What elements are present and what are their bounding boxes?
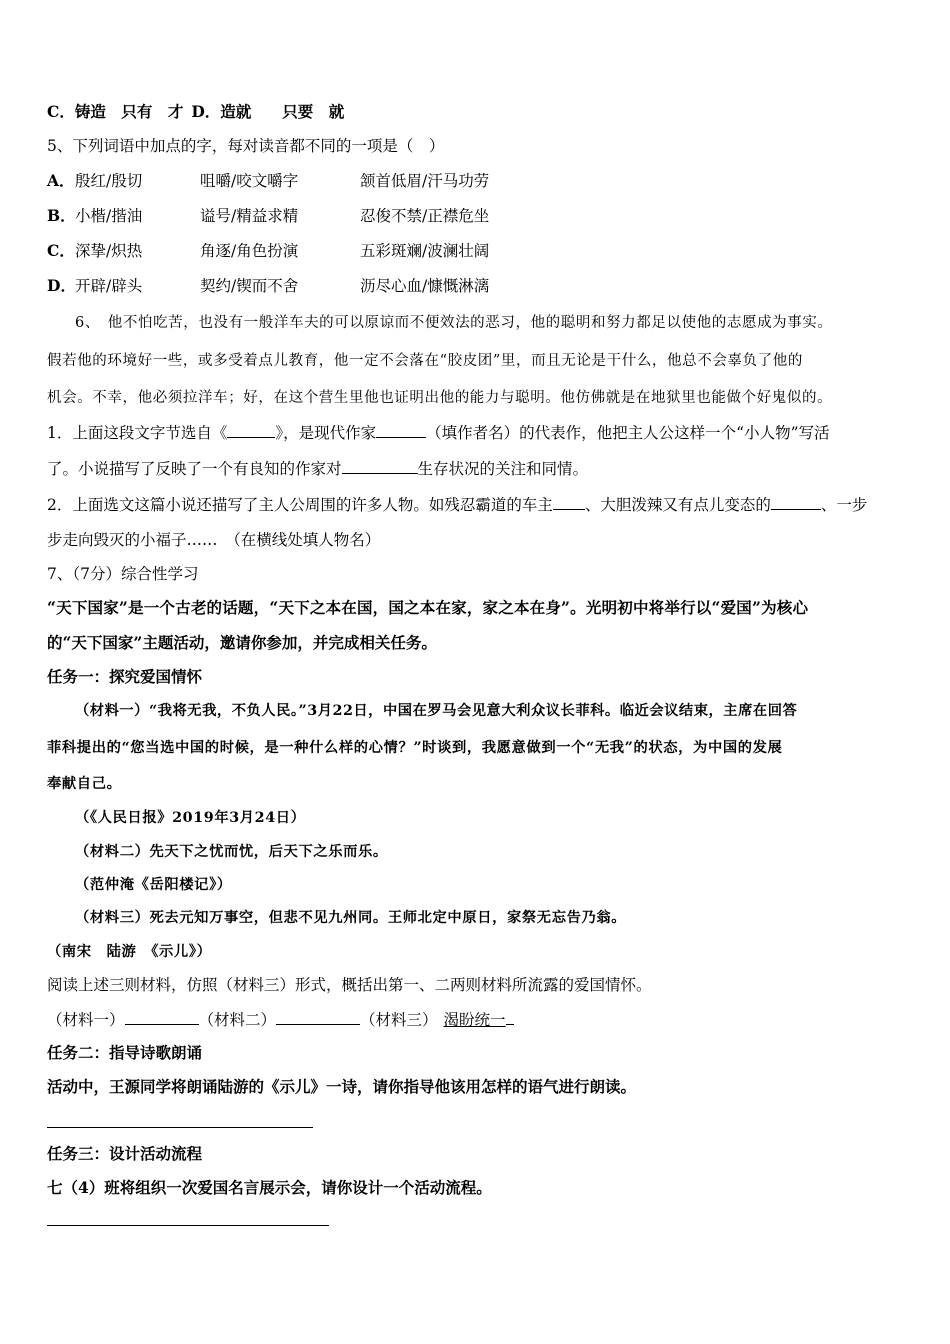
q5-option-b-word1: 小楷/揩油: [75, 207, 143, 225]
q7-intro-line1: “天下国家”是一个古老的话题，“天下之本在国，国之本在家，家之本在身”。光明初中将举行以“爱国”为核心: [47, 598, 809, 617]
q6-sub1-line1: [47, 422, 830, 443]
q6-sub1-text-a: 1．上面这段文字节选自《: [47, 424, 228, 442]
q6-sub2-line2: 步走向毁灭的小福子…… （在横线处填人物名）: [47, 531, 381, 549]
q5-option-d-word1: 开辟/辟头: [75, 277, 143, 295]
q7-heading: 7、（7分）综合性学习: [47, 565, 199, 583]
material3-source: （南宋 陆游 《示儿》）: [47, 944, 212, 960]
task3-title: 任务三：设计活动流程: [47, 1144, 203, 1163]
q6-sub1-text-e: 生存状况的关注和同情。: [417, 460, 589, 478]
answer-m2-label: （材料二）: [198, 1011, 277, 1029]
task3-text: 七（4）班将组织一次爱国名言展示会，请你设计一个活动流程。: [47, 1178, 492, 1197]
material1-line1: （材料一）“我将无我，不负人民。”3月22日，中国在罗马会见意大利众议长菲科。临近会议结束，主席在回答: [75, 703, 798, 719]
q5-option-c-word3: 五彩斑斓/波澜壮阔: [360, 242, 490, 260]
social-group-blank[interactable]: [342, 458, 418, 474]
q6-passage-line2: 假若他的环境好一些，或多受着点儿教育，他一定不会落在“胶皮团”里，而且无论是干什么，他总不会辜负了他的: [47, 353, 803, 369]
q4-option-d: D．造就 只要 就: [191, 102, 345, 121]
answer-m2-blank[interactable]: [276, 1009, 360, 1025]
q6-sub1-text-c: （填作者名）的代表作，他把主人公这样一个“小人物”写活: [426, 424, 830, 442]
character-blank[interactable]: [771, 494, 821, 510]
author-blank[interactable]: [376, 422, 426, 438]
material1-line3: 奉献自己。: [47, 776, 122, 792]
task2-text: 活动中，王源同学将朗诵陆游的《示儿》一诗，请你指导他该用怎样的语气进行朗读。: [47, 1077, 637, 1096]
q5-option-d-label: D．: [47, 276, 76, 295]
car-owner-blank[interactable]: [553, 494, 585, 510]
material1-line2: 菲科提出的“您当选中国的时候，是一种什么样的心情？”时谈到，我愿意做到一个“无我”的状态，为中国的发展: [47, 740, 783, 756]
q5-option-d-word2: 契约/锲而不舍: [200, 277, 299, 295]
q6-passage-line1: 6、 他不怕吃苦，也没有一般洋车夫的可以原谅而不便效法的恶习，他的聪明和努力都足以使他的志愿成为事实。: [75, 315, 833, 331]
q5-option-a-label: A．: [47, 171, 75, 190]
q6-sub2-text-c: 、一步: [820, 496, 868, 514]
answer-m1-label: （材料一）: [47, 1011, 125, 1029]
q4-option-c-d: [47, 102, 344, 122]
q5-option-a-word1: 殷红/殷切: [75, 172, 143, 190]
material2: （材料二）先天下之忧而忧，后天下之乐而乐。: [75, 844, 388, 860]
q5-option-b-word2: 谥号/精益求精: [200, 207, 299, 225]
q6-sub2-line1: [47, 494, 867, 515]
task3-answer-line[interactable]: [47, 1225, 329, 1226]
material2-source: （范仲淹《岳阳楼记》）: [75, 877, 232, 893]
q5-option-a-word2: 咀嚼/咬文嚼字: [200, 172, 299, 190]
q5-option-c-word1: 深挚/炽热: [75, 242, 143, 260]
task2-answer-line[interactable]: [47, 1127, 313, 1128]
book-title-blank[interactable]: [227, 422, 275, 438]
q5-option-b-label: B．: [47, 206, 76, 225]
q4-option-c: C．铸造 只有 才: [47, 102, 184, 121]
task1-answer-row: [47, 1009, 514, 1030]
q6-sub1-text-d: 了。小说描写了反映了一个有良知的作家对: [47, 460, 342, 478]
q6-sub2-text-b: 、大胆泼辣又有点儿变态的: [584, 496, 771, 514]
answer-m1-blank[interactable]: [125, 1009, 199, 1025]
q5-option-d-word3: 沥尽心血/慷慨淋漓: [360, 277, 490, 295]
q6-sub1-text-b: 》，是现代作家: [275, 424, 377, 442]
q5-option-b-word3: 忍俊不禁/正襟危坐: [360, 207, 490, 225]
q5-stem: 5、下列词语中加点的字，每对读音都不同的一项是（ ）: [47, 137, 445, 155]
task1-instruction: 阅读上述三则材料，仿照（材料三）形式，概括出第一、二两则材料所流露的爱国情怀。: [47, 976, 652, 994]
q5-option-a-word3: 颔首低眉/汗马功劳: [360, 172, 490, 190]
q5-option-c-label: C．: [47, 241, 75, 260]
q6-sub1-line2: [47, 458, 588, 479]
answer-m3-label: （材料三）: [360, 1011, 438, 1029]
q5-option-c-word2: 角逐/角色扮演: [200, 242, 299, 260]
q6-passage-line3: 机会。不幸，他必须拉洋车；好，在这个营生里他也证明出他的能力与聪明。他仿佛就是在地狱里也能做个好鬼似的。: [47, 390, 833, 406]
task1-title: 任务一：探究爱国情怀: [47, 667, 203, 686]
q7-intro-line2: 的“天下国家”主题活动，邀请你参加，并完成相关任务。: [47, 633, 437, 652]
material1-source: （《人民日报》2019年3月24日）: [75, 810, 306, 826]
answer-m3-value: 渴盼统一: [443, 1011, 506, 1029]
q6-sub2-text-a: 2．上面选文这篇小说还描写了主人公周围的许多人物。如残忍霸道的车主: [47, 496, 553, 514]
task2-title: 任务二：指导诗歌朗诵: [47, 1043, 203, 1062]
material3: （材料三）死去元知万事空，但悲不见九州同。王师北定中原日，家祭无忘告乃翁。: [75, 910, 627, 926]
